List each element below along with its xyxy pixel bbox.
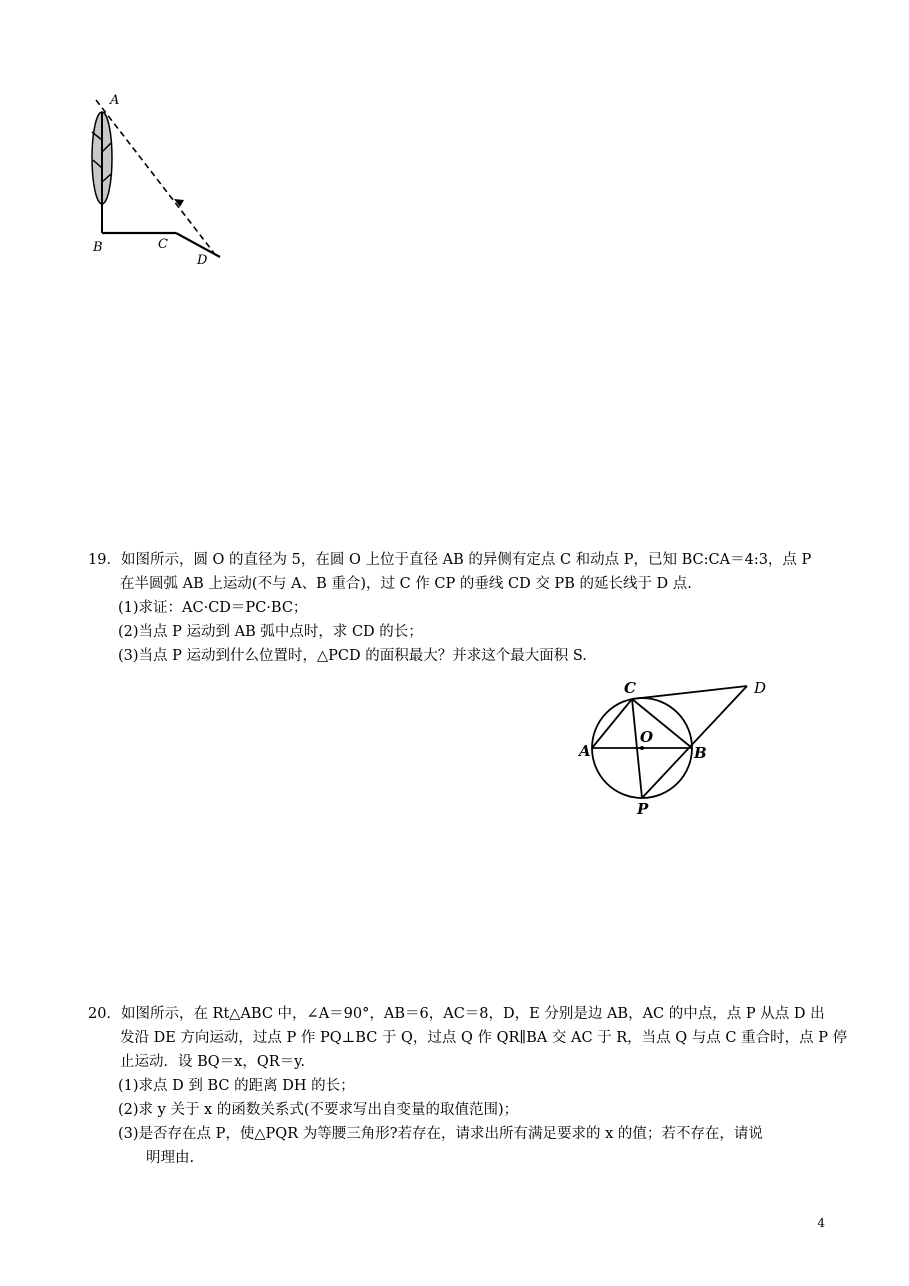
- q20-sub-1: (1)求点 D 到 BC 的距离 DH 的长；: [118, 1078, 355, 1094]
- q19-sub-2: (2)当点 P 运动到 AB 弧中点时，求 CD 的长；: [118, 624, 423, 640]
- q20-sub-3-cont: 明理由.: [146, 1150, 195, 1166]
- label-D: D: [197, 253, 208, 268]
- q20-sub-3: (3)是否存在点 P，使△PQR 为等腰三角形?若存在，请求出所有满足要求的 x 的值；若不存在，请说: [118, 1126, 763, 1142]
- q20-sub-2: (2)求 y 关于 x 的函数关系式(不要求写出自变量的取值范围)；: [118, 1102, 519, 1118]
- label-D: D: [754, 679, 767, 697]
- page-number: 4: [817, 1216, 825, 1230]
- q19-line-1: 19．如图所示，圆 O 的直径为 5，在圆 O 上位于直径 AB 的异侧有定点 C 和动点 P，已知 BC:CA＝4:3，点 P: [88, 552, 812, 568]
- label-B: B: [93, 240, 103, 255]
- q19-sub-1: (1)求证：AC·CD＝PC·BC；: [118, 600, 308, 616]
- q19-sub-3: (3)当点 P 运动到什么位置时，△PCD 的面积最大？并求这个最大面积 S.: [118, 648, 587, 664]
- q20-line-2: 发沿 DE 方向运动，过点 P 作 PQ⊥BC 于 Q，过点 Q 作 QR∥BA 交 AC 于 R，当点 Q 与点 C 重合时，点 P 停: [120, 1030, 848, 1046]
- tree-shadow-figure: [84, 88, 229, 268]
- q20-line-1: 20．如图所示，在 Rt△ABC 中，∠A＝90°，AB＝6，AC＝8，D，E 分别是边 AB，AC 的中点，点 P 从点 D 出: [88, 1006, 825, 1022]
- label-P: P: [637, 800, 649, 818]
- circle-figure: [572, 676, 782, 821]
- q20-line-3: 止运动．设 BQ＝x，QR＝y.: [120, 1054, 306, 1070]
- label-B: B: [694, 744, 707, 762]
- label-C: C: [158, 237, 168, 252]
- label-A: A: [110, 93, 120, 108]
- label-O: O: [640, 728, 654, 746]
- label-A: A: [579, 742, 591, 760]
- label-C: C: [624, 679, 636, 697]
- question-20: [88, 1002, 848, 1170]
- q19-line-2: 在半圆弧 AB 上运动(不与 A、B 重合)，过 C 作 CP 的垂线 CD 交 PB 的延长线于 D 点.: [120, 576, 692, 592]
- question-19: [88, 548, 828, 668]
